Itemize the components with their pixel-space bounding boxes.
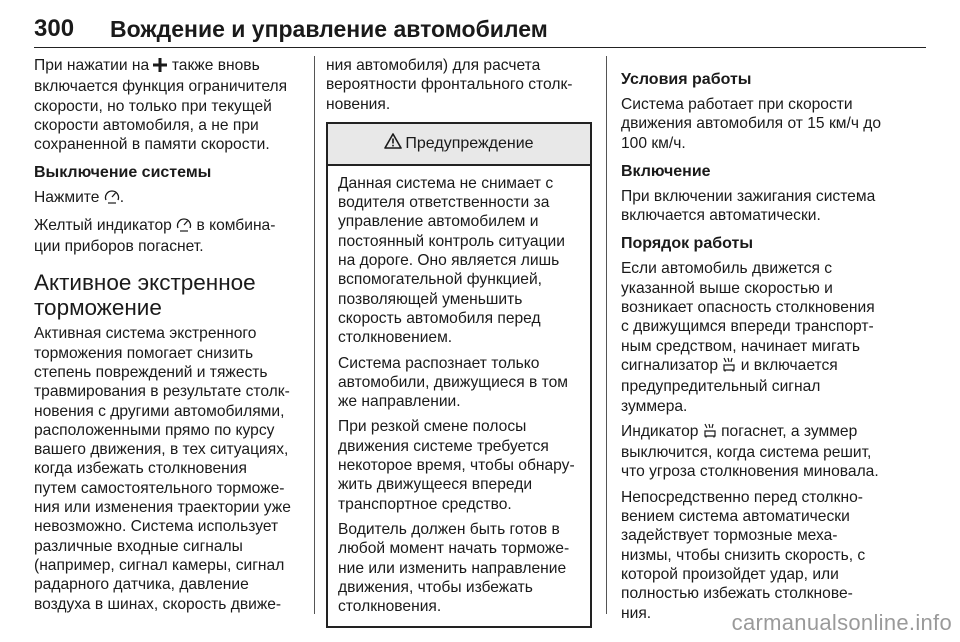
paragraph: Система распознает только автомобили, движущиеся в том же направлении. [338,354,569,411]
column-left [34,56,306,620]
paragraph: Активная система экстренного торможения помогает снизить степень повреждений и тяжесть травмирования в результате столк- новения с другими автомобилями, расположенными прямо по курсу вашего движения, в тех ситуациях, когда избежать столкновения путем самостоятельного торможе- ния или изменения траектории уже невозможно. Система использует различные входные сигналы (например, сигнал камеры, сигнал радарного датчика, давление воздуха в шинах, скорость движе- [34,325,291,613]
text-run: Нажмите [34,189,104,207]
text-run: также вновь включается функция ограничителя скорости, но только при текущей скорости автомобиля, а не при сохраненной в памяти скорости. [34,57,288,154]
subheading-conditions: Условия работы [621,71,752,88]
text-run: Если автомобиль движется с указанной выше скоростью и возникает опасность столкновения с движущимся впереди транспорт- ным средством, начинает мигать сигнализатор [621,260,875,374]
page-number: 300 [34,15,75,42]
text-run: Индикатор [621,422,703,440]
warning-triangle-icon [384,133,402,154]
paragraph: ния автомобиля) для расчета вероятности фронтального столк- новения. [326,57,573,113]
paragraph [34,188,306,209]
paragraph [621,259,891,415]
collision-warning-icon [722,357,736,377]
column-divider [314,56,315,614]
paragraph: Данная система не снимает с водителя ответственности за управление автомобилем и постоянный контроль ситуации на дороге. Оно является лишь вспомогательной функцией, позволяющей уменьшить скорость автомобиля перед столкновением. [338,174,565,347]
plus-icon [153,58,167,77]
column-middle [326,56,592,628]
text-run: погаснет, а зуммер выключится, когда система решит, что угроза столкновения миновала. [621,422,879,481]
column-right [621,56,891,629]
limiter-icon [176,217,192,237]
text-run: . [119,189,125,207]
paragraph: При резкой смене полосы движения системе требуется некоторое время, чтобы обнару- жить движущееся впереди транспортное средство. [338,418,575,513]
warning-title: Предупреждение [405,135,534,153]
page-title: Вождение и управление автомобилем [110,16,548,42]
column-divider [606,56,607,614]
paragraph [34,56,306,154]
warning-box [326,122,592,629]
collision-warning-icon [703,423,717,443]
paragraph [621,422,891,482]
limiter-icon [104,189,120,209]
paragraph: При включении зажигания система включается автоматически. [621,187,876,225]
text-run: и включается предупредительный сигнал зуммера. [621,356,838,415]
paragraph: Система работает при скорости движения автомобиля от 15 км/ч до 100 км/ч. [621,96,882,152]
warning-body [328,166,590,627]
page-header [34,6,926,48]
warning-header [328,124,590,166]
paragraph: Водитель должен быть готов в любой момент начать торможе- ние или изменить направление движения, чтобы избежать столкновения. [338,520,570,616]
subheading-off: Выключение системы [34,164,212,182]
paragraph: Непосредственно перед столкно- вением система автоматически задействует тормозные меха- низмы, чтобы снизить скорость, с которой произойдет удар, или полностью избежать столкнове- ния. [621,488,866,622]
text-run: в комбина- ции приборов погаснет. [34,216,276,256]
text-run: Желтый индикатор [34,216,177,234]
paragraph [34,216,306,257]
subheading-operation: Порядок работы [621,235,753,253]
subheading-activation: Включение [621,162,711,180]
text-run: При нажатии на [34,57,154,74]
watermark: carmanualsonline.info [731,610,952,635]
section-title: Активное экстренное торможение [34,270,256,321]
